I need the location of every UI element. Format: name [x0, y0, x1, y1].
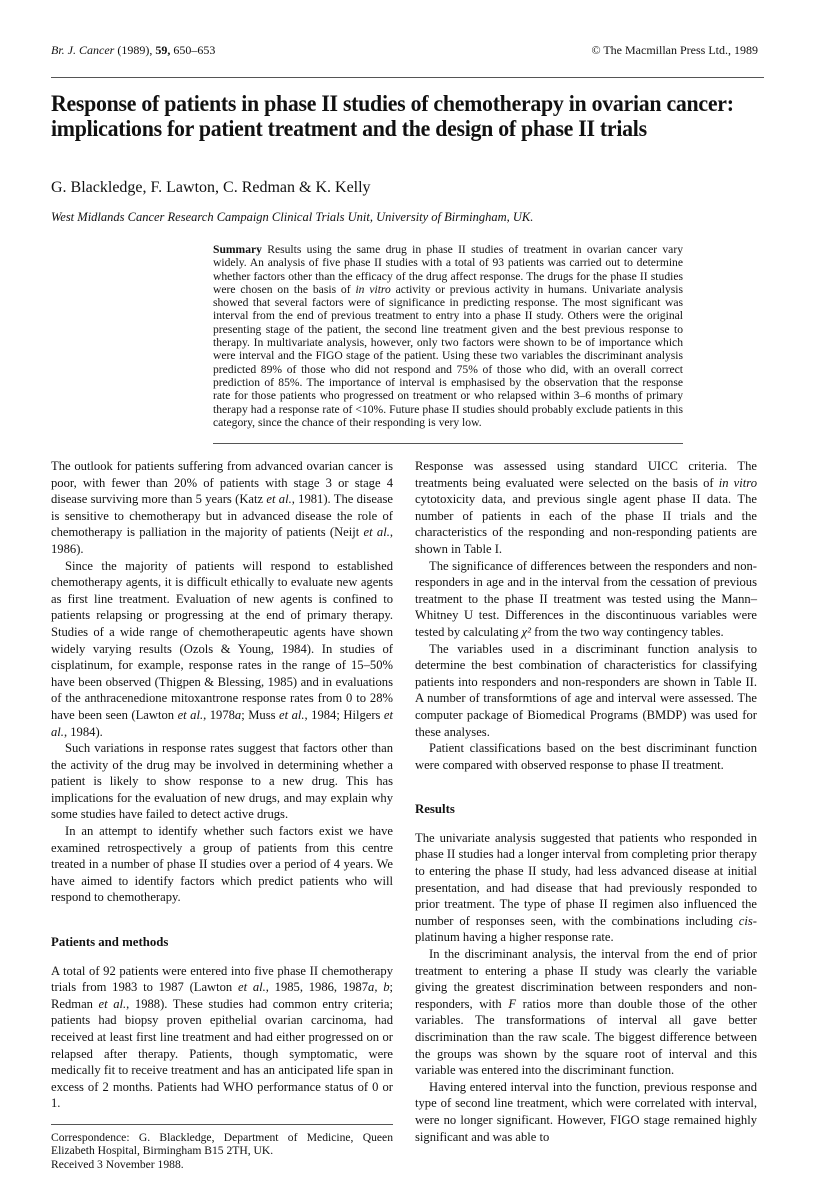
footnote	[51, 1131, 393, 1171]
text-run: Having entered interval into the function, previous response and type of second line treatment, which were correlated with interval, were no longer significant. However, FIGO stage remained highly significant and was able to	[415, 1079, 757, 1144]
text-run: In the discriminant analysis, the interval from the end of prior treatment to entering a phase II study was clearly the variable giving the greatest discrimination between responders and non-responders, with	[415, 947, 757, 1011]
methods-left	[51, 963, 393, 1112]
text-run: ; Redman	[51, 980, 394, 1011]
italic-text: et al.	[237, 980, 266, 995]
summary-body	[213, 243, 683, 429]
text-run: , 1984; Hilgers	[304, 707, 384, 722]
left-column	[51, 458, 393, 1171]
methods-section	[51, 934, 393, 951]
text-run: The variables used in a discriminant function analysis to determine the best combination of characteristics for classifying patients into responders and non-responders are shown in Table II. A number of transformtions of age and interval were assessed. The computer package of Biomedical Programs (BMDP) was used for these analyses.	[415, 641, 757, 739]
text-run: , 1981). The disease is sensitive to chemotherapy but in advanced disease the role of chemotherapy is palliation in the majority of patients (Neijt	[51, 492, 393, 540]
journal-year: (1989),	[114, 43, 156, 57]
text-run: Response was assessed using standard UICC criteria. The treatments being evaluated were selected on the basis of	[415, 459, 757, 490]
italic-text: cis	[738, 913, 753, 928]
paragraph	[415, 740, 757, 773]
paragraph	[51, 823, 393, 906]
text-run: A total of 92 patients were entered into five phase II chemotherapy trials from 1983 to 1987 (Lawton	[51, 963, 393, 995]
results-section	[415, 801, 757, 818]
text-run: ; Muss	[241, 707, 279, 722]
copyright: © The Macmillan Press Ltd., 1989	[591, 43, 758, 57]
section-heading-methods: Patients and methods	[51, 935, 169, 950]
paragraph	[51, 963, 393, 1112]
paragraph	[415, 558, 757, 641]
methods-right	[415, 458, 757, 773]
text-run: cytotoxicity data, and previous single agent phase II data. The number of patients in each of the phase II trials and the characteristics of the responding and non-responding patients are shown in Table I.	[415, 492, 757, 556]
correspondence: Correspondence: G. Blackledge, Department of Medicine, Queen Elizabeth Hospital, Birmingham B15 2TH, UK.	[51, 1130, 393, 1158]
italic-text: et al.	[279, 707, 305, 722]
results-body	[415, 830, 757, 1145]
text-run: In an attempt to identify whether such factors exist we have examined retrospectively a group of patients from this centre treated in a number of phase II studies over a period of 4 years. We have aimed to identify factors which predict patients who will respond to chemotherapy.	[51, 824, 393, 905]
italic-text: F	[508, 996, 517, 1011]
summary-block	[213, 243, 683, 444]
text-run: from the two way contingency tables.	[531, 624, 724, 639]
introduction	[51, 458, 393, 906]
italic-text: et al.	[363, 525, 390, 540]
received-date: Received 3 November 1988.	[51, 1157, 184, 1171]
italic-text: a, b	[368, 980, 390, 995]
text-run: Results using the same drug in phase II studies of treatment in ovarian cancer vary widely. An analysis of five phase II studies with a total of 93 patients was carried out to determine whether factors other than the efficacy of the drug affect response. The drugs for the phase II studies were chosen on the basis of	[213, 243, 683, 296]
italic-text: χ²	[521, 624, 531, 639]
journal-name: Br. J. Cancer	[51, 43, 115, 57]
italic-text: et al.	[98, 996, 127, 1011]
paragraph	[51, 558, 393, 741]
italic-text: in vitro	[355, 282, 391, 296]
right-column	[415, 458, 757, 1145]
text-run: The outlook for patients suffering from advanced ovarian cancer is poor, with fewer than 20% of patients with stage 3 or stage 4 disease surviving more than 5 years (Katz	[51, 459, 393, 507]
paragraph	[415, 1079, 757, 1145]
italic-text: et al.	[51, 707, 394, 739]
text-run: The significance of differences between the responders and non-responders in age and in the interval from the cessation of previous treatment to the phase II treatment was tested using the Mann–Whitney U test. Differences in the discontinuous variables were tested by calculating	[415, 558, 757, 639]
affiliation: West Midlands Cancer Research Campaign Clinical Trials Unit, University of Birmingham, UK.	[51, 210, 534, 224]
text-run: , 1985, 1986, 1987	[265, 980, 369, 995]
article-title: Response of patients in phase II studies of chemotherapy in ovarian cancer: implications for patient treatment and the design of phase II trials	[51, 91, 734, 142]
italic-text: et al.	[177, 707, 204, 722]
paragraph	[51, 740, 393, 823]
italic-text: et al.	[266, 492, 292, 507]
journal-citation	[51, 43, 215, 58]
text-run: , 1978	[203, 707, 235, 722]
italic-text: a	[234, 707, 242, 722]
text-run: -platinum having a higher response rate.	[415, 913, 757, 945]
footnote-rule	[51, 1124, 393, 1125]
authors: G. Blackledge, F. Lawton, C. Redman & K. Kelly	[51, 179, 371, 196]
summary-rule	[213, 443, 683, 444]
text-run: Since the majority of patients will respond to established chemotherapy agents, it is difficult ethically to evaluate new agents as first line treatment. Evaluation of new agents is confined to patients relapsing or progressing at the end of primary therapy. Studies of a wide range of chemotherapeutic agents have shown widely varying results (Ozols & Young, 1984). In studies of cisplatinum, for example, response rates in the range of 15–50% have been observed (Thigpen & Blessing, 1985) and in evaluations of the anthracenedione mitoxantrone response rates from 0 to 28% have been seen (Lawton	[51, 558, 393, 722]
text-run: Such variations in response rates suggest that factors other than the activity of the drug may be involved in determining whether a patient is likely to show response to a new drug. This has implications for the evaluation of new drugs, and may explain why some studies have failed to detect active drugs.	[51, 741, 393, 822]
paragraph	[415, 641, 757, 741]
paragraph	[51, 458, 393, 558]
header-rule	[51, 77, 764, 78]
text-run: ratios more than double those of the other variables. The transformations of interval all gave better discrimination than the raw scale. The biggest difference between the groups was shown by the square root of interval and this variable was entered into the discriminant function.	[415, 996, 757, 1078]
summary-label: Summary	[213, 243, 262, 256]
section-heading-results: Results	[415, 802, 455, 817]
journal-pages: 650–653	[170, 43, 216, 57]
summary	[213, 243, 683, 429]
text-run: activity or previous activity in humans. Univariate analysis showed that several factors were of significance in predicting response. The most significant was interval from the end of previous treatment to entry into a phase II study. Others were the original presenting stage of the patient, the second line treatment given and the best previous response to therapy. In multivariate analysis, however, only two factors were shown to be of importance which were interval and the FIGO stage of the patient. Using these two variables the discriminant analysis predicted 89% of those who did not respond and 75% of those who did, with an overall correct prediction of 85%. The importance of interval is emphasised by the observation that the response rate for those patients who progressed on treatment or who relapsed within 3–6 months of primary therapy had a response rate of <10%. Future phase II studies should probably exclude patients in this category, since the chance of their responding is very low.	[213, 282, 684, 429]
paragraph	[415, 830, 757, 946]
text-run: The univariate analysis suggested that patients who responded in phase II studies had a longer interval from completing prior therapy to entering the phase II study, had less advanced disease at initial presentation, and had disease that had previously responded to prior treatment. The type of phase II regimen also influenced the number of responses seen, with the combinations including	[415, 830, 757, 928]
text-run: , 1988). These studies had common entry criteria; patients had biopsy proven epithelial ovarian carcinoma, had received at least first line treatment and had either progressed on or relapsed after therapy. Patients, though symptomatic, were medically fit to receive treatment and has an anticipated life span in excess of 2 months. Patients had WHO performance status of 0 or 1.	[51, 996, 394, 1111]
text-run: , 1984).	[63, 724, 103, 739]
paragraph	[415, 458, 757, 558]
text-run: Patient classifications based on the best discriminant function were compared with observed response to phase II treatment.	[415, 741, 757, 772]
journal-volume: 59,	[155, 43, 171, 57]
text-run: , 1986).	[51, 525, 393, 556]
italic-text: in vitro	[718, 475, 757, 490]
paragraph	[415, 946, 757, 1079]
